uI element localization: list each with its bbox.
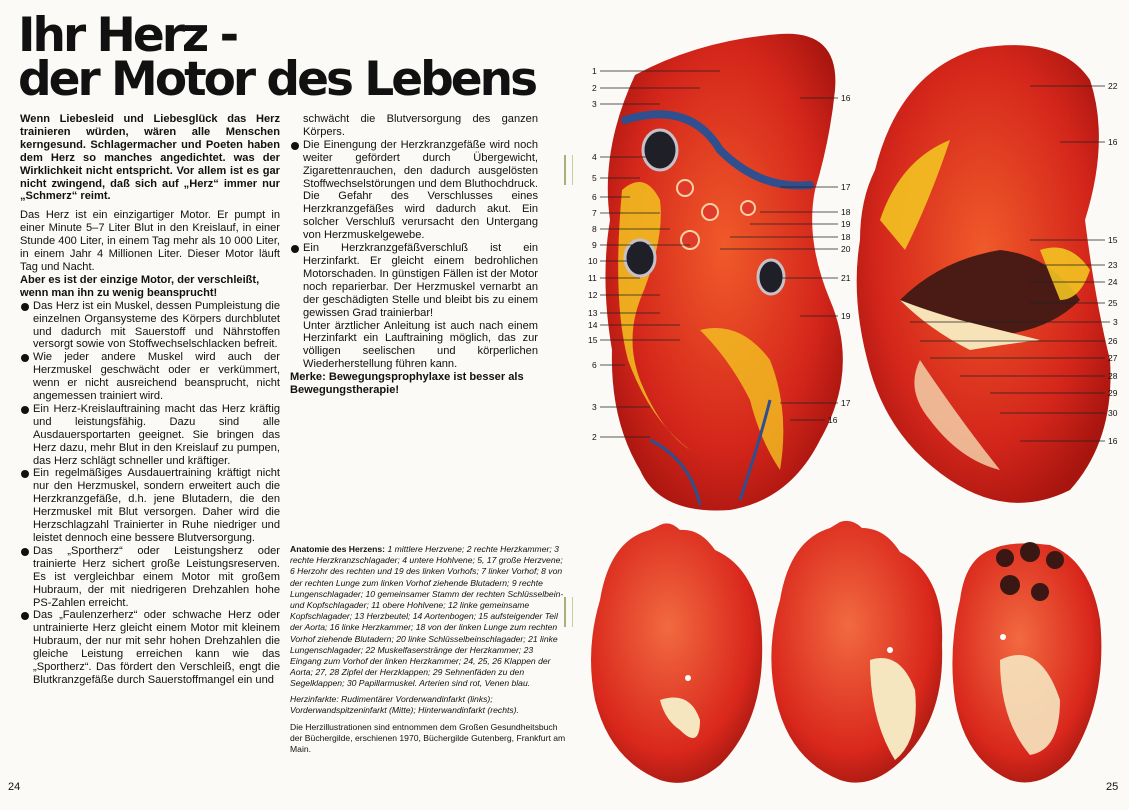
label-number: 18	[841, 232, 851, 242]
label-number: 3	[1113, 317, 1118, 327]
label-number: 19	[841, 311, 851, 321]
heart-cross-section	[857, 45, 1111, 503]
caption-infarcts: Herzinfarkte: Rudimentärer Vorderwandinfarkt (links); Vorderwandspitzeninfarkt (Mitte); Hinterwandinfarkt (rechts).	[290, 693, 519, 715]
intro-paragraph: Das Herz ist ein einzigartiger Motor. Er pumpt in einer Minute 5–7 Liter Blut in den Kreislauf, in einer Stunde 400 Liter, in einem Tag mehr als 10 000 Liter, in einem Jahr 4 Millionen Liter. Dieser Motor läuft Tag und Nacht.	[20, 209, 280, 273]
infarct-heart-right	[952, 542, 1101, 783]
vessel-opening	[1000, 575, 1020, 595]
vessel-opening	[702, 204, 718, 220]
label-numbers-right	[1108, 81, 1118, 446]
label-number: 2	[592, 432, 597, 442]
infarct-dot	[685, 675, 691, 681]
label-number: 15	[1108, 235, 1118, 245]
vessel-opening	[1046, 551, 1064, 569]
infarct-heart-middle	[771, 521, 942, 783]
label-number: 15	[588, 335, 598, 345]
label-number: 2	[592, 83, 597, 93]
page-number-right: 25	[1106, 781, 1119, 793]
heart-posterior-view	[605, 34, 842, 511]
continuation-paragraph: schwächt die Blutversorgung des ganzen Körpers.	[303, 113, 538, 138]
label-number: 9	[592, 240, 597, 250]
label-number: 28	[1108, 371, 1118, 381]
list-item: Die Einengung der Herzkranzgefäße wird noch weiter gefördert durch Übergewicht, Zigarettenrauchen, den dadurch ausgelösten Stoffwechselstörungen und dem Bluthochdruck. Die Gefahr des Verschlusses eines Herzkranzgefäßes wird dadurch akut. Ein solcher Verschluß verursacht den Untergang von Herzmuskelgewebe.	[290, 139, 538, 242]
list-item: Das Herz ist ein Muskel, dessen Pumpleistung die einzelnen Organsysteme des Körpers durchblutet und dadurch mit Sauerstoff und Nährstoffen versorgt sowie von Stoffwechselschlacken befreit.	[20, 300, 280, 352]
advice-paragraph: Unter ärztlicher Anleitung ist auch nach einem Herzinfarkt ein Lauftraining möglich, das zur völligen seelischen und körperlichen Wiederherstellung führen kann.	[303, 319, 538, 371]
list-item: Wie jeder andere Muskel wird auch der Herzmuskel geschwächt oder er verkümmert, wenn er nicht ausreichend beansprucht, nicht angemessen trainiert wird.	[20, 351, 280, 403]
vessel-opening	[996, 549, 1014, 567]
label-number: 16	[1108, 137, 1118, 147]
label-number: 10	[588, 256, 598, 266]
label-number: 7	[592, 208, 597, 218]
label-number: 17	[841, 398, 851, 408]
vessel-opening	[1020, 542, 1040, 562]
label-number: 12	[588, 290, 598, 300]
label-number: 16	[1108, 436, 1118, 446]
label-number: 1	[592, 66, 597, 76]
page-number-left: 24	[8, 781, 21, 793]
label-number: 29	[1108, 388, 1118, 398]
list-item: Ein Herz-Kreislauftraining macht das Herz kräftig und leistungsfähig. Dazu sind alle Ausdauersportarten geeignet. Sie bringen das Herz dazu, mehr Blut in den Kreislauf zu pumpen, das Herz schlägt schneller und kräftiger.	[20, 403, 280, 468]
label-number: 19	[841, 219, 851, 229]
question-paragraph: Aber es ist der einzige Motor, der verschleißt, wenn man ihn zu wenig beansprucht!	[20, 273, 260, 299]
label-number: 30	[1108, 408, 1118, 418]
caption-body: 1 mittlere Herzvene; 2 rechte Herzkammer; 3 rechte Herzkranzschlagader; 4 untere Hohlvene; 5, 17 große Herzvene; 6 Herzohr des rechten und 19 des linken Vorhofs; 7 linker Vorhof; 8 von der rechten Lunge zum linken Vorhof ziehende Blutadern; 9 rechte Lungenschlagader; 10 gemeinsamer Stamm der rechten Schlüsselbein- und Kopfschlagader; 11 obere Hohlvene; 12 linke gemeinsame Kopfschlagader; 13 Herzbeutel; 14 Aortenbogen; 15 aufsteigender Teil der Aorta; 16 linke Herzkammer; 18 von der linken Lunge zum rechten Vorhof ziehende Blutadern; 20 linke Schlüsselbeinschlagader; 21 linke Lungenschlagader; 22 Muskelfaserstränge der Herzkammer; 23 Eingang zum Vorhof der linken Herzkammer; 24, 25, 26 Klappen der Aorta; 27, 28 Zipfel der Herzklappen; 29 Sehnenfäden zu den Segelklappen; 30 Papillarmuskel. Arterien sind rot, Venen blau.	[290, 544, 564, 689]
vessel-opening	[741, 201, 755, 215]
caption-heading: Anatomie des Herzens:	[290, 544, 386, 554]
infarct-dot	[887, 647, 893, 653]
label-number: 20	[841, 244, 851, 254]
vessel-opening	[681, 231, 699, 249]
label-number: 27	[1108, 353, 1118, 363]
vessel-opening	[758, 260, 784, 294]
label-number: 17	[841, 182, 851, 192]
label-number: 13	[588, 308, 598, 318]
label-number: 16	[841, 93, 851, 103]
vessel-opening	[677, 180, 693, 196]
label-numbers-left	[588, 66, 598, 442]
vena-cava-opening	[643, 130, 677, 170]
label-number: 24	[1108, 277, 1118, 287]
list-item: Ein regelmäßiges Ausdauertraining kräftigt nicht nur den Herzmuskel, sondern erweitert auch die Herzkranzgefäße, d.h. jene Blutadern, die den Herzmuskel mit Blut versorgen. Daher wird die Herzschlagzahl Trainierter in Ruhe niedriger und leistet dennoch eine bessere Blutversorgung.	[20, 467, 280, 544]
caption-credit: Die Herzillustrationen sind entnommen dem Großen Gesundheitsbuch der Büchergilde, erschienen 1970, Büchergilde Gutenberg, Frankfurt am Main.	[290, 722, 566, 755]
heart-middle-shape	[771, 521, 942, 783]
label-number: 22	[1108, 81, 1118, 91]
label-number: 3	[592, 99, 597, 109]
label-number: 5	[592, 173, 597, 183]
label-number: 23	[1108, 260, 1118, 270]
list-item: Ein Herzkranzgefäßverschluß ist ein Herzinfarkt. Er gleicht einem bedrohlichen Motorschaden. In günstigen Fällen ist der Motor noch reparierbar. Der Herzmuskel vernarbt an der geschädigten Stelle und bleibt bis zu einem gewissen Grad trainierbar!	[290, 242, 538, 319]
label-number: 4	[592, 152, 597, 162]
vessel-opening	[1031, 583, 1049, 601]
list-item: Das „Sportherz“ oder Leistungsherz oder trainierte Herz sichert große Leistungsreserven. Es ist vergleichbar einem Motor mit großem Hubraum, der mit niedrigeren Drehzahlen hohe PS-Zahlen erreicht.	[20, 545, 280, 610]
label-number: 26	[1108, 336, 1118, 346]
label-number: 6	[592, 360, 597, 370]
label-number: 14	[588, 320, 598, 330]
vessel-opening	[625, 240, 655, 276]
infarct-dot	[1000, 634, 1006, 640]
title-line-1: Ihr Herz -	[18, 8, 237, 63]
label-number: 21	[841, 273, 851, 283]
title-line-2: der Motor des Lebens	[18, 52, 536, 107]
label-number: 3	[592, 402, 597, 412]
merke-paragraph: Merke: Bewegungsprophylaxe ist besser als Bewegungstherapie!	[290, 371, 524, 397]
label-number: 25	[1108, 298, 1118, 308]
label-number: 18	[841, 207, 851, 217]
label-number: 6	[592, 192, 597, 202]
lead-paragraph: Wenn Liebesleid und Liebesglück das Herz trainieren würden, wären alle Menschen kerngesund. Schlagermacher und Poeten haben dem Herz so manches angedichtet. was der Wirklichkeit nicht entspricht. Vor allem ist es gar nicht zwingend, daß sich auf „Herz“ immer nur „Schmerz“ reimt.	[20, 113, 280, 203]
label-number: 8	[592, 224, 597, 234]
label-number: 11	[588, 273, 597, 283]
list-item: Das „Faulenzerherz“ oder schwache Herz oder untrainierte Herz gleicht einem Motor mit kleinem Hubraum, der nur mit sehr hohen Drehzahlen die gleiche Leistung erreichen kann wie das „Sportherz“. Das fördert den Verschleiß, engt die Blutkranzgefäße durch Sauerstoffmangel ein und	[20, 609, 280, 686]
label-number: 16	[828, 415, 838, 425]
heart-left-shape	[591, 523, 762, 783]
infarct-heart-left	[591, 523, 762, 783]
